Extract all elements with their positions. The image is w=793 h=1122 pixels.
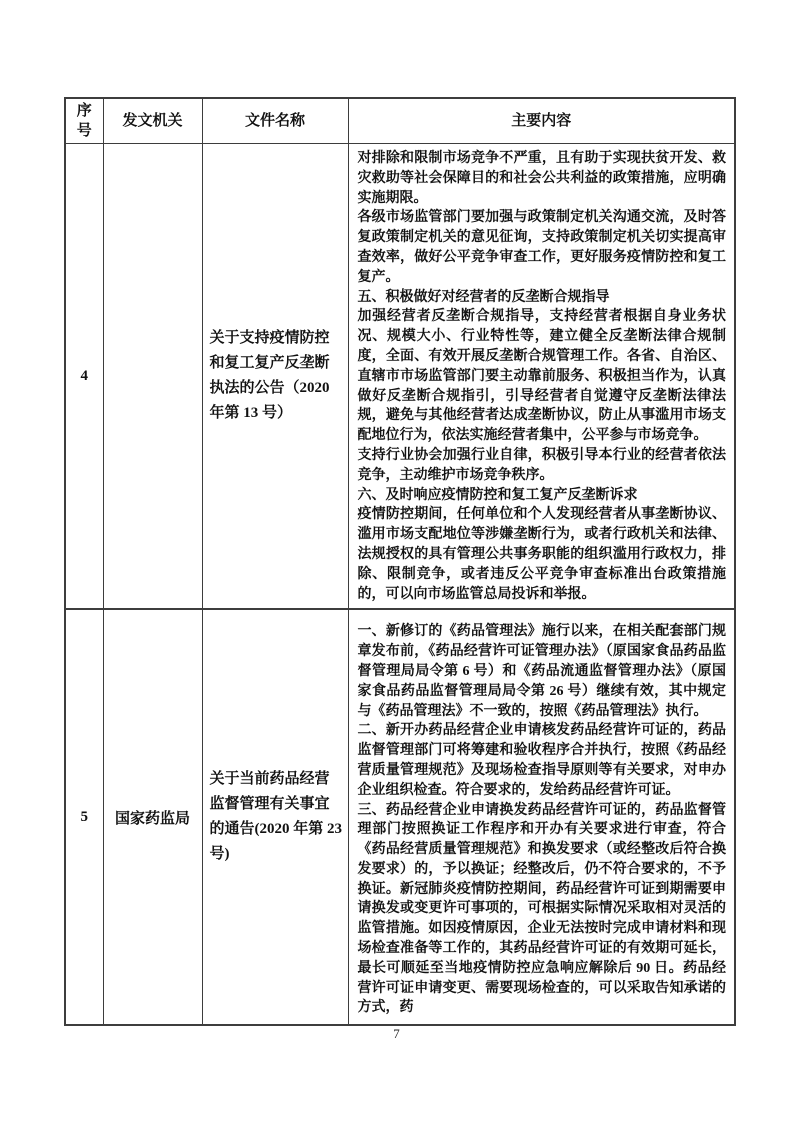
table-header-row [65,98,735,144]
main-content-cell [348,609,735,1025]
issuing-agency-cell [103,144,202,610]
header-document-title: 文件名称 [202,98,348,144]
document-title-cell: 关于支持疫情防控和复工复产反垄断执法的公告（2020 年第 13 号） [202,144,348,610]
content-paragraph: 各级市场监管部门要加强与政策制定机关沟通交流，及时答复政策制定机关的意见征询，支持政策制定机关切实提高审查效率，做好公平竞争审查工作，更好服务疫情防控和复工复产。 [357,210,726,285]
table-row [65,144,735,610]
serial-number-cell: 5 [65,609,103,1025]
table-row [65,609,735,1025]
document-table [64,97,736,1026]
content-paragraph: 六、及时响应疫情防控和复工复产反垄断诉求 [357,487,638,503]
content-paragraph: 疫情防控期间，任何单位和个人发现经营者从事垄断协议、滥用市场支配地位等涉嫌垄断行为，或者行政机关和法律、法规授权的具有管理公共事务职能的组织滥用行政权力，排除、限制竞争，或者违反公平竞争审查标准出台政策措施的，可以向市场监管总局投诉和举报。 [357,507,726,602]
serial-number-cell: 4 [65,144,103,610]
header-issuing-agency: 发文机关 [103,98,202,144]
content-paragraph: 三、药品经营企业申请换发药品经营许可证的，药品监督管理部门按照换证工作程序和开办有关要求进行审查，符合《药品经营质量管理规范》和换发要求（或经整改后符合换发要求）的，予以换证；经整改后，仍不符合要求的，不予换证。新冠肺炎疫情防控期间，药品经营许可证到期需要申请换发或变更许可事项的，可根据实际情况采取相对灵活的监管措施。如因疫情原因，企业无法按时完成申请材料和现场检查准备等工作的，其药品经营许可证的有效期可延长，最长可顺延至当地疫情防控应急响应解除后 90 日。药品经营许可证申请变更、需要现场检查的，可以采取告知承诺的方式，药 [357,802,726,1016]
content-paragraph: 五、积极做好对经营者的反垄断合规指导 [357,289,610,305]
content-paragraph: 二、新开办药品经营企业申请核发药品经营许可证的，药品监督管理部门可将筹建和验收程序合并执行，按照《药品经营质量管理规范》及现场检查指导原则等有关要求，对申办企业组织检查。符合要求的，发给药品经营许可证。 [357,723,726,798]
content-paragraph: 支持行业协会加强行业自律，积极引导本行业的经营者依法竞争，主动维护市场竞争秩序。 [357,447,726,483]
content-paragraph: 对排除和限制市场竞争不严重，且有助于实现扶贫开发、救灾救助等社会保障目的和社会公共利益的政策措施，应明确实施期限。 [357,151,726,206]
document-title-cell: 关于当前药品经营监督管理有关事宜的通告(2020 年第 23 号) [202,609,348,1025]
issuing-agency-cell: 国家药监局 [103,609,202,1025]
page-number: 7 [393,1026,400,1041]
content-paragraph: 加强经营者反垄断合规指导，支持经营者根据自身业务状况、规模大小、行业特性等，建立健全反垄断法律合规制度，全面、有效开展反垄断合规管理工作。各省、自治区、直辖市市场监管部门要主动靠前服务、积极担当作为，认真做好反垄断合规指引，引导经营者自觉遵守反垄断法律法规，避免与其他经营者达成垄断协议，防止从事滥用市场支配地位行为，依法实施经营者集中，公平参与市场竞争。 [357,309,726,444]
header-serial-number: 序号 [65,98,103,144]
header-main-content: 主要内容 [348,98,735,144]
content-paragraph: 一、新修订的《药品管理法》施行以来，在相关配套部门规章发布前，《药品经营许可证管理办法》（原国家食品药品监督管理局局令第 6 号）和《药品流通监督管理办法》（原国家食品药品监督管理局局令第 26 号）继续有效，其中规定与《药品管理法》不一致的，按照《药品管理法》执行。 [357,624,726,719]
main-content-cell [348,144,735,610]
